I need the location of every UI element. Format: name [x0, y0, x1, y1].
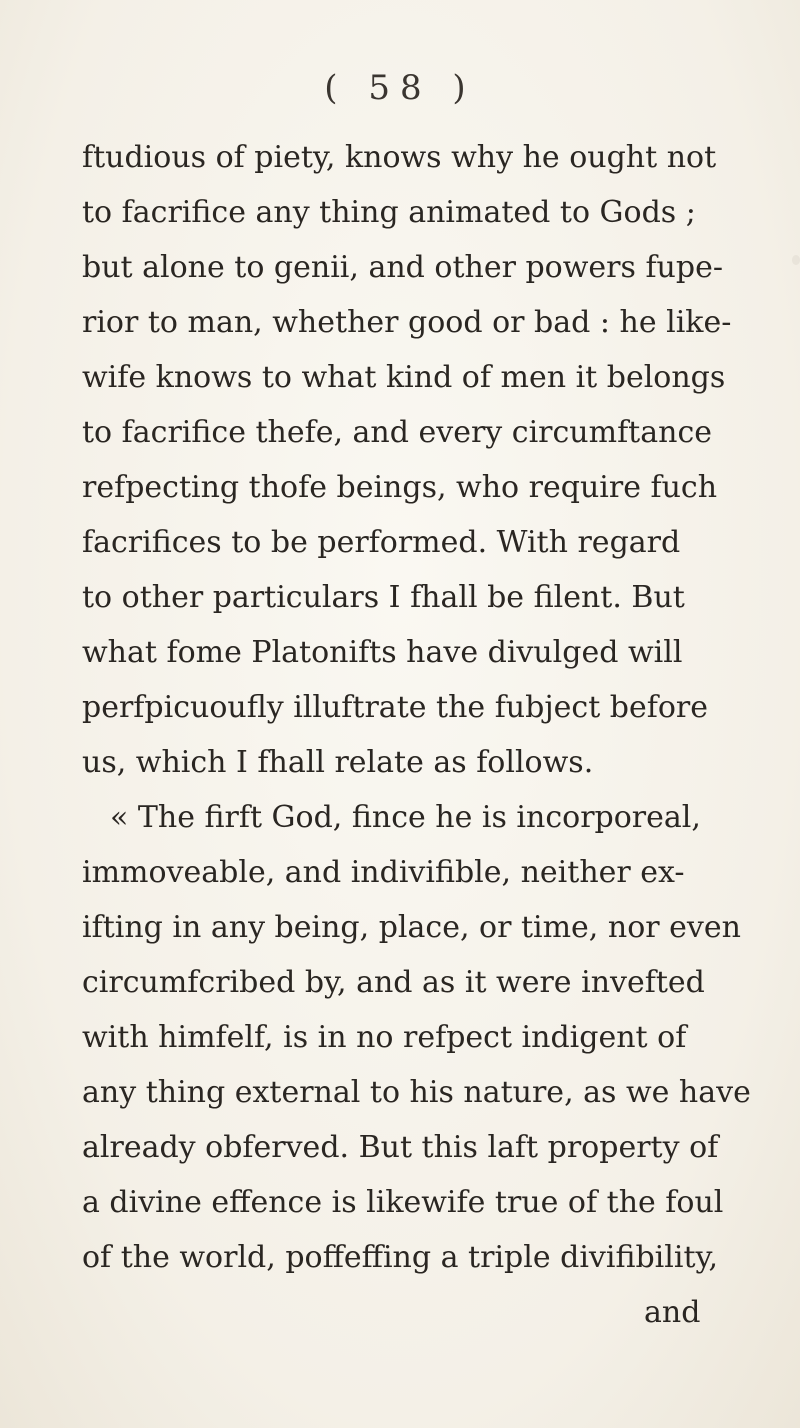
text-line: wife knows to what kind of men it belongs: [82, 360, 726, 395]
paragraph-start-line: « The firft God, fince he is incorporeal,: [110, 800, 701, 835]
text-line: ftudious of piety, knows why he ought not: [82, 140, 717, 175]
text-line: already obferved. But this laft property of: [82, 1130, 719, 1165]
text-line: a divine effence is likewife true of the foul: [82, 1185, 724, 1220]
paper-stain: [792, 255, 800, 265]
text-line: to facrifice thefe, and every circumftance: [82, 415, 712, 450]
catchword: and: [644, 1295, 701, 1330]
text-line: but alone to genii, and other powers fupe-: [82, 250, 723, 285]
text-line: us, which I fhall relate as follows.: [82, 745, 594, 780]
text-line: any thing external to his nature, as we have: [82, 1075, 751, 1110]
text-line: refpecting thofe beings, who require fuch: [82, 470, 718, 505]
text-line: rior to man, whether good or bad : he like-: [82, 305, 732, 340]
text-line: to facrifice any thing animated to Gods ;: [82, 195, 696, 230]
text-line: with himfelf, is in no refpect indigent of: [82, 1020, 687, 1055]
text-line: to other particulars I fhall be filent. But: [82, 580, 685, 615]
text-line: ifting in any being, place, or time, nor even: [82, 910, 741, 945]
text-line: immoveable, and indivifible, neither ex-: [82, 855, 685, 890]
page-number: ( 58 ): [324, 68, 476, 108]
text-line: facrifices to be performed. With regard: [82, 525, 681, 560]
text-line: of the world, poffeffing a triple divifibility,: [82, 1240, 719, 1275]
text-line: what fome Platonifts have divulged will: [82, 635, 683, 670]
text-line: circumfcribed by, and as it were invefted: [82, 965, 705, 1000]
text-line: perfpicuoufly illuftrate the fubject before: [82, 690, 709, 725]
